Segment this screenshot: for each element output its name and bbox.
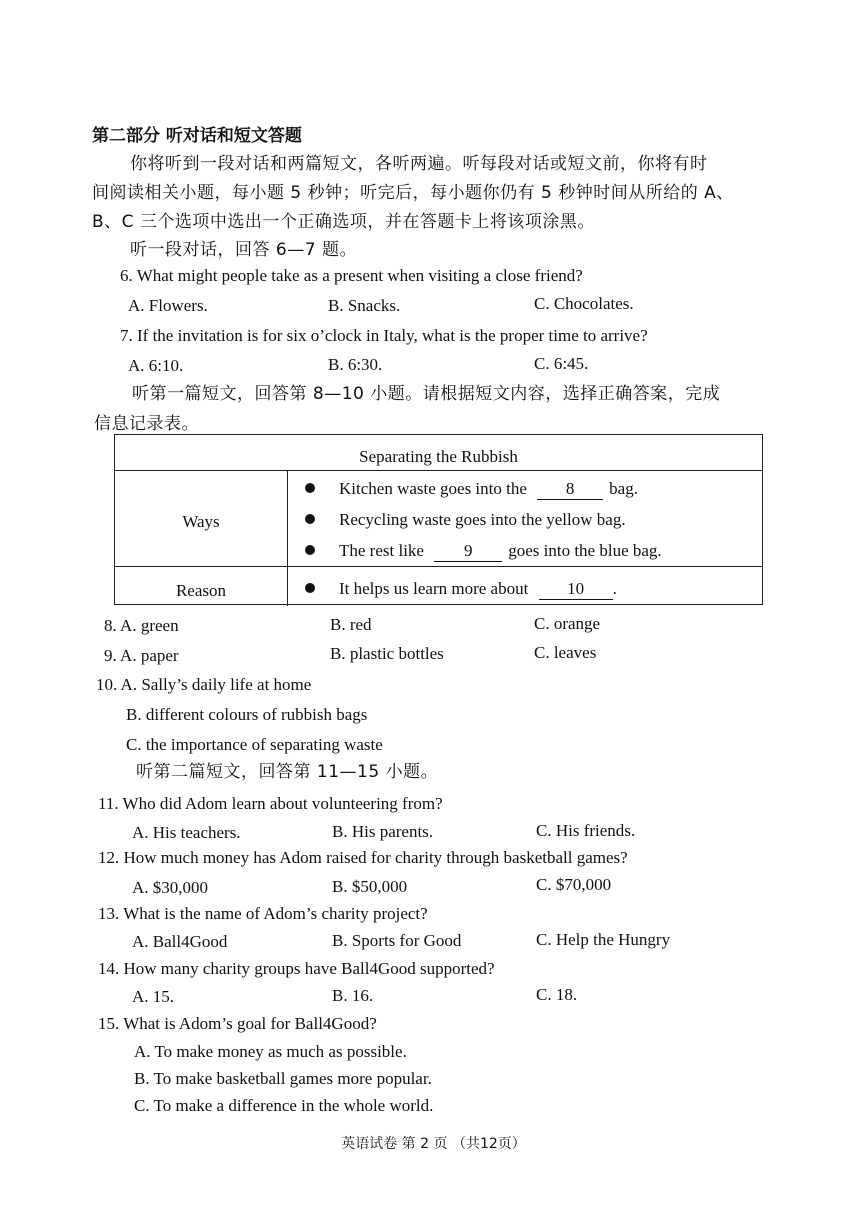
q7-option-b: B. 6:30. xyxy=(328,355,383,374)
q13-option-b: B. Sports for Good xyxy=(332,931,462,950)
instruction-line-2: 间阅读相关小题，每小题 5 秒钟；听完后，每小题你仍有 5 秒钟时间从所给的 A、 xyxy=(92,183,734,203)
blank-9: 9 xyxy=(434,541,502,562)
ways-row-3: The rest like 9 goes into the blue bag. xyxy=(305,539,662,563)
table-divider-vertical xyxy=(287,471,288,606)
q14-option-b: B. 16. xyxy=(332,986,374,1005)
ways-row-1: Kitchen waste goes into the 8 bag. xyxy=(305,477,638,501)
page-footer: 英语试卷 第 2 页 （共12页） xyxy=(341,1136,526,1152)
table-title: Separating the Rubbish xyxy=(115,435,762,471)
q12-option-b: B. $50,000 xyxy=(332,877,408,896)
dialogue-intro: 听一段对话，回答 6—7 题。 xyxy=(130,240,357,260)
question-6: 6. What might people take as a present when visiting a close friend? xyxy=(120,266,583,285)
q12-option-a: A. $30,000 xyxy=(132,878,209,897)
question-13: 13. What is the name of Adom’s charity project? xyxy=(98,904,428,923)
passage1-intro-line-1: 听第一篇短文，回答第 8—10 小题。请根据短文内容，选择正确答案，完成 xyxy=(132,384,721,404)
section-title: 第二部分 听对话和短文答题 xyxy=(92,126,302,146)
q13-option-a: A. Ball4Good xyxy=(132,932,228,951)
bullet-icon xyxy=(305,483,315,493)
q13-option-c: C. Help the Hungry xyxy=(536,930,671,949)
q8-option-c: C. orange xyxy=(534,614,601,633)
q15-option-a: A. To make money as much as possible. xyxy=(134,1042,407,1061)
q11-option-b: B. His parents. xyxy=(332,822,434,841)
q8-option-b: B. red xyxy=(330,615,372,634)
question-10-a: 10. A. Sally’s daily life at home xyxy=(96,675,312,694)
reason-row: It helps us learn more about 10 . xyxy=(305,577,617,601)
passage2-intro: 听第二篇短文，回答第 11—15 小题。 xyxy=(136,762,439,782)
q9-option-b: B. plastic bottles xyxy=(330,644,444,663)
q9-option-c: C. leaves xyxy=(534,643,597,662)
ways-row-2: Recycling waste goes into the yellow bag. xyxy=(305,508,626,532)
question-14: 14. How many charity groups have Ball4Good supported? xyxy=(98,959,495,978)
q12-option-c: C. $70,000 xyxy=(536,875,612,894)
question-9: 9. A. paper xyxy=(104,646,179,665)
question-11: 11. Who did Adom learn about volunteering from? xyxy=(98,794,443,813)
rubbish-table xyxy=(114,434,763,605)
q15-option-c: C. To make a difference in the whole world. xyxy=(134,1096,434,1115)
q14-option-a: A. 15. xyxy=(132,987,175,1006)
bullet-icon xyxy=(305,545,315,555)
question-8: 8. A. green xyxy=(104,616,179,635)
q6-option-a: A. Flowers. xyxy=(128,296,208,315)
q6-option-c: C. Chocolates. xyxy=(534,294,634,313)
q11-option-c: C. His friends. xyxy=(536,821,636,840)
q7-option-c: C. 6:45. xyxy=(534,354,589,373)
bullet-icon xyxy=(305,514,315,524)
question-7: 7. If the invitation is for six o’clock in Italy, what is the proper time to arrive? xyxy=(120,326,648,345)
q14-option-c: C. 18. xyxy=(536,985,578,1004)
question-10-b: B. different colours of rubbish bags xyxy=(126,705,368,724)
blank-10: 10 xyxy=(539,579,613,600)
question-12: 12. How much money has Adom raised for charity through basketball games? xyxy=(98,848,628,867)
q7-option-a: A. 6:10. xyxy=(128,356,184,375)
ways-label: Ways xyxy=(182,512,220,531)
reason-label: Reason xyxy=(175,581,227,600)
table-divider-horizontal xyxy=(115,566,762,567)
question-10-c: C. the importance of separating waste xyxy=(126,735,383,754)
q11-option-a: A. His teachers. xyxy=(132,823,241,842)
q15-option-b: B. To make basketball games more popular. xyxy=(134,1069,432,1088)
blank-8: 8 xyxy=(537,479,603,500)
bullet-icon xyxy=(305,583,315,593)
question-15: 15. What is Adom’s goal for Ball4Good? xyxy=(98,1014,377,1033)
instruction-line-1: 你将听到一段对话和两篇短文，各听两遍。听每段对话或短文前，你将有时 xyxy=(130,154,708,174)
q6-option-b: B. Snacks. xyxy=(328,296,401,315)
passage1-intro-line-2: 信息记录表。 xyxy=(94,414,199,434)
instruction-line-3: B、C 三个选项中选出一个正确选项，并在答题卡上将该项涂黑。 xyxy=(92,212,595,232)
